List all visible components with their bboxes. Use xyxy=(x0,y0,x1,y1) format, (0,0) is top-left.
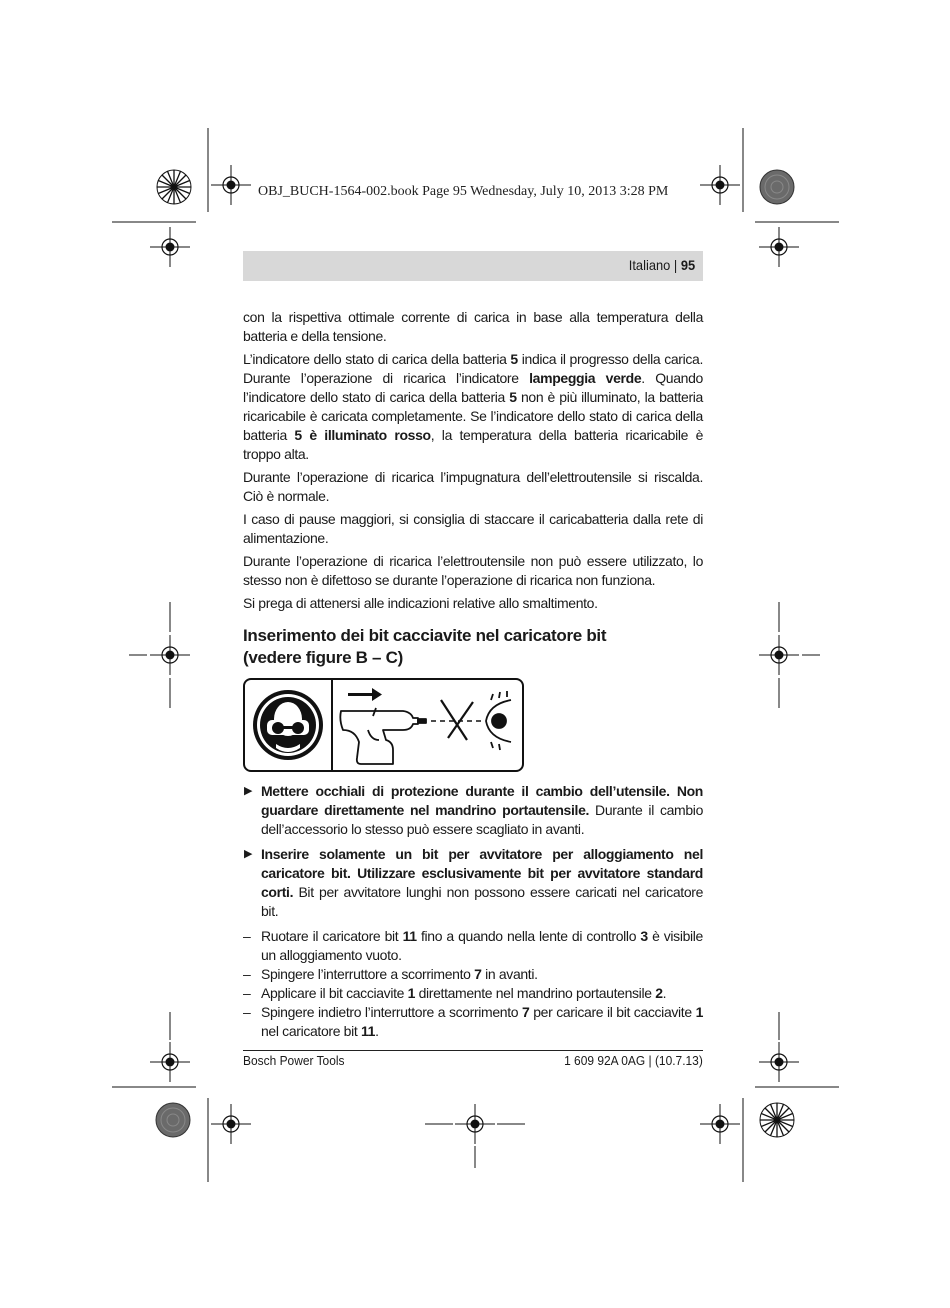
text-run: , la temperatura della batteria ricaricabile è troppo alta. xyxy=(243,427,704,462)
footer-doc-code: 1 609 92A 0AG | (10.7.13) xyxy=(564,1053,703,1068)
bold-text: 7 xyxy=(522,1004,530,1020)
paragraph xyxy=(243,510,703,548)
section-heading-line-1: Inserimento dei bit cacciavite nel caricatore bit xyxy=(243,626,607,645)
bold-text: 5 xyxy=(510,351,518,367)
section-heading-line-2: (vedere figure B – C) xyxy=(243,648,403,667)
instruction-list xyxy=(243,782,703,1041)
text-run: . xyxy=(662,985,667,1001)
item-text xyxy=(261,928,703,963)
text-run: Ruotare il caricatore bit xyxy=(261,928,403,944)
item-text xyxy=(261,985,666,1001)
section-heading xyxy=(243,625,703,669)
paragraph xyxy=(243,594,703,613)
bold-text: Inserire solamente un bit per avvitatore per alloggiamento nel caricatore bit. Utilizzare esclusivamente bit per avvitatore standard corti. xyxy=(261,846,703,900)
text-run: in avanti. xyxy=(481,966,538,982)
text-run: . xyxy=(375,1023,379,1039)
paragraph xyxy=(243,350,703,464)
dash-marker: – xyxy=(243,928,251,944)
page-header-bar xyxy=(243,251,703,281)
text-run: I caso di pause maggiori, si consiglia di staccare il caricabatteria dalla rete di alimentazione. xyxy=(243,511,703,546)
dash-marker: – xyxy=(243,966,251,982)
text-run: Si prega di attenersi alle indicazioni relative allo smaltimento. xyxy=(243,595,598,611)
safety-pictogram xyxy=(243,678,524,772)
bold-text: lampeggia verde xyxy=(529,370,642,386)
triangle-bullet-icon: ▶ xyxy=(244,848,253,860)
warning-item xyxy=(243,782,703,839)
item-text xyxy=(261,783,703,837)
header-language: Italiano xyxy=(628,257,671,273)
text-run: Durante l’operazione di ricarica l’elettroutensile non può essere utilizzato, lo stesso non è difettoso se durante l’operazione di ricarica non funziona. xyxy=(243,553,703,588)
dash-marker: – xyxy=(243,1004,251,1020)
text-run: nel caricatore bit xyxy=(261,1023,361,1039)
text-run: Bit per avvitatore lunghi non possono essere caricati nel caricatore bit. xyxy=(261,884,703,919)
footer-rule xyxy=(243,1050,703,1051)
page-header xyxy=(629,257,695,273)
footer-brand: Bosch Power Tools xyxy=(243,1053,345,1068)
goggles-required-icon xyxy=(253,690,323,760)
text-run: è visibile un alloggiamento vuoto. xyxy=(261,928,703,963)
text-run: direttamente nel mandrino portautensile xyxy=(415,985,656,1001)
text-run: non è più illuminato, la batteria ricaricabile è caricata completamente. Se l’indicatore dello stato di carica della batteria xyxy=(243,389,703,443)
triangle-bullet-icon: ▶ xyxy=(244,785,253,797)
bold-text: 7 xyxy=(474,966,482,982)
step-item xyxy=(243,965,703,984)
text-run: per caricare il bit cacciavite xyxy=(529,1004,696,1020)
paragraph xyxy=(243,468,703,506)
bold-text: 11 xyxy=(402,928,417,944)
paragraph xyxy=(243,552,703,590)
text-run: Spingere indietro l’interruttore a scorrimento xyxy=(261,1004,523,1020)
step-item xyxy=(243,984,703,1003)
bold-text: 5 xyxy=(509,389,517,405)
print-file-header: OBJ_BUCH-1564-002.book Page 95 Wednesday, July 10, 2013 3:28 PM xyxy=(258,184,669,199)
body-text xyxy=(243,308,703,613)
text-run: indica il progresso della carica. Durante l’operazione di ricarica l’indicatore xyxy=(243,351,703,386)
text-run: . Quando l’indicatore dello stato di carica della batteria xyxy=(243,370,703,405)
item-text xyxy=(261,1004,703,1039)
text-run: fino a quando nella lente di controllo xyxy=(416,928,641,944)
text-run: Applicare il bit cacciavite xyxy=(261,985,408,1001)
bold-text: 3 xyxy=(640,928,648,944)
step-item xyxy=(243,1003,703,1041)
warning-item xyxy=(243,845,703,921)
text-run: Spingere l’interruttore a scorrimento xyxy=(261,966,475,982)
text-run: Durante il cambio dell’accessorio lo stesso può essere scagliato in avanti. xyxy=(261,802,704,837)
text-run: L’indicatore dello stato di carica della batteria xyxy=(243,351,511,367)
bold-text: 1 xyxy=(407,985,416,1001)
page-number: 95 xyxy=(680,257,695,273)
bold-text: 5 è illuminato rosso xyxy=(294,427,431,443)
text-run: Durante l’operazione di ricarica l’impugnatura dell’elettroutensile si riscalda. Ciò è normale. xyxy=(243,469,703,504)
bold-text: 2 xyxy=(655,985,663,1001)
bold-text: Mettere occhiali di protezione durante il cambio dell’utensile. Non guardare direttamente nel mandrino portautensile. xyxy=(261,783,703,818)
item-text xyxy=(261,846,703,919)
text-run: con la rispettiva ottimale corrente di carica in base alla temperatura della batteria e della tensione. xyxy=(243,309,703,344)
item-text xyxy=(261,966,538,982)
bold-text: 1 xyxy=(695,1004,703,1020)
header-separator: | xyxy=(673,257,678,273)
paragraph xyxy=(243,308,703,346)
step-item xyxy=(243,927,703,965)
bold-text: 11 xyxy=(360,1023,376,1039)
dash-marker: – xyxy=(243,985,251,1001)
